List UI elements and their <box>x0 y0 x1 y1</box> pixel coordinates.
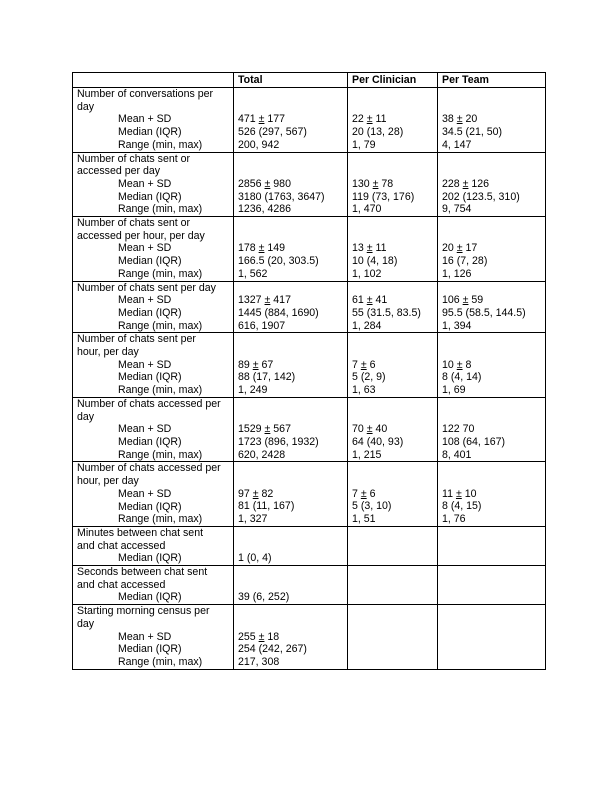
statistic-label: Mean + SD <box>118 242 172 255</box>
value-text: 20 ± 17 <box>442 242 478 255</box>
value-cell-per-team <box>438 566 546 605</box>
metric-label-cell <box>73 152 234 217</box>
value-text: 1, 394 <box>442 319 472 332</box>
value-cell-per-clinician <box>348 281 438 333</box>
statistic-label: Median (IQR) <box>118 552 182 565</box>
metric-title: and chat accessed <box>77 578 166 591</box>
value-text: 81 (11, 167) <box>238 500 295 513</box>
value-cell-per-clinician <box>348 152 438 217</box>
metric-title: Seconds between chat sent <box>77 566 208 579</box>
value-cell-per-team <box>438 526 546 565</box>
value-text: 16 (7, 28) <box>442 255 488 268</box>
value-text: 13 ± 11 <box>352 242 387 255</box>
statistic-label: Range (min, max) <box>118 448 203 461</box>
value-text: 34.5 (21, 50) <box>442 126 503 139</box>
value-text: 200, 942 <box>238 138 280 151</box>
header-cell-total: Total <box>234 73 348 88</box>
value-text: 1, 63 <box>352 384 376 397</box>
header-cell-per-clinician: Per Clinician <box>348 73 438 88</box>
metric-title: Number of chats sent or <box>77 152 191 165</box>
value-cell-total <box>234 88 348 153</box>
value-text: 178 ± 149 <box>238 242 286 255</box>
metric-title: day <box>77 100 95 113</box>
value-text: 1, 284 <box>352 319 382 332</box>
value-cell-total <box>234 152 348 217</box>
statistic-label: Mean + SD <box>118 294 172 307</box>
statistic-label: Mean + SD <box>118 487 172 500</box>
metric-title: Number of chats accessed per <box>77 462 221 475</box>
value-text: 616, 1907 <box>238 319 286 332</box>
value-text: 61 ± 41 <box>352 294 388 307</box>
statistic-label: Range (min, max) <box>118 513 203 526</box>
value-cell-total <box>234 566 348 605</box>
statistic-label: Median (IQR) <box>118 643 182 656</box>
metric-title: day <box>77 410 95 423</box>
statistic-label: Range (min, max) <box>118 319 203 332</box>
value-text: 471 ± 177 <box>238 113 286 126</box>
table-row <box>73 566 546 605</box>
value-text: 1, 470 <box>352 203 382 216</box>
value-text: 620, 2428 <box>238 448 286 461</box>
value-text: 55 (31.5, 83.5) <box>352 306 421 319</box>
metric-title: Number of chats sent or <box>77 217 191 230</box>
statistic-label: Median (IQR) <box>118 306 182 319</box>
value-text: 8, 401 <box>442 448 472 461</box>
value-text: 70 ± 40 <box>352 423 388 436</box>
value-text: 20 (13, 28) <box>352 126 404 139</box>
metric-title: Starting morning census per <box>77 605 210 618</box>
value-text: 1, 562 <box>238 267 268 280</box>
metric-label-cell <box>73 88 234 153</box>
value-text: 7 ± 6 <box>352 487 376 500</box>
value-cell-total <box>234 397 348 462</box>
value-text: 1, 102 <box>352 267 382 280</box>
metric-title: Number of chats sent per day <box>77 281 216 294</box>
statistic-label: Range (min, max) <box>118 655 203 668</box>
metric-title: Number of chats accessed per <box>77 397 221 410</box>
value-text: 202 (123.5, 310) <box>442 190 520 203</box>
value-text: 39 (6, 252) <box>238 591 290 604</box>
metric-title: Number of conversations per <box>77 88 214 100</box>
value-text: 1 (0, 4) <box>238 552 272 565</box>
statistic-label: Mean + SD <box>118 113 172 126</box>
value-text: 1, 69 <box>442 384 466 397</box>
value-text: 1, 79 <box>352 138 376 151</box>
value-text: 88 (17, 142) <box>238 371 296 384</box>
value-text: 95.5 (58.5, 144.5) <box>442 306 526 319</box>
metric-label-cell <box>73 462 234 527</box>
value-cell-total <box>234 217 348 282</box>
statistic-label: Range (min, max) <box>118 203 203 216</box>
value-text: 22 ± 11 <box>352 113 387 126</box>
value-text: 1, 76 <box>442 513 466 526</box>
value-cell-per-clinician <box>348 397 438 462</box>
value-text: 7 ± 6 <box>352 358 376 371</box>
value-cell-total <box>234 281 348 333</box>
value-text: 1529 ± 567 <box>238 423 291 436</box>
value-cell-per-team <box>438 281 546 333</box>
value-text: 9, 754 <box>442 203 472 216</box>
metric-label-cell <box>73 605 234 670</box>
metric-label-cell <box>73 333 234 398</box>
value-text: 166.5 (20, 303.5) <box>238 255 319 268</box>
value-cell-per-clinician <box>348 566 438 605</box>
value-text: 122 70 <box>442 423 475 436</box>
value-cell-per-clinician <box>348 462 438 527</box>
value-text: 254 (242, 267) <box>238 643 307 656</box>
value-text: 11 ± 10 <box>442 487 477 500</box>
value-cell-per-team <box>438 88 546 153</box>
table-row <box>73 526 546 565</box>
metric-label-cell <box>73 566 234 605</box>
value-text: 1, 215 <box>352 448 382 461</box>
value-text: 38 ± 20 <box>442 113 478 126</box>
value-text: 1, 249 <box>238 384 268 397</box>
statistic-label: Mean + SD <box>118 423 172 436</box>
header-cell-per-team: Per Team <box>438 73 546 88</box>
value-text: 64 (40, 93) <box>352 435 404 448</box>
metric-title: and chat accessed <box>77 539 166 552</box>
statistic-label: Median (IQR) <box>118 500 182 513</box>
value-cell-per-clinician <box>348 605 438 670</box>
value-cell-per-clinician <box>348 333 438 398</box>
value-cell-total <box>234 333 348 398</box>
value-cell-per-clinician <box>348 526 438 565</box>
table-row <box>73 397 546 462</box>
statistic-label: Range (min, max) <box>118 384 203 397</box>
statistics-table <box>72 72 546 670</box>
value-text: 130 ± 78 <box>352 177 394 190</box>
value-cell-total <box>234 462 348 527</box>
value-text: 5 (2, 9) <box>352 371 386 384</box>
value-text: 89 ± 67 <box>238 358 274 371</box>
table-header-row <box>73 73 546 88</box>
metric-label-cell <box>73 397 234 462</box>
table-row <box>73 462 546 527</box>
value-text: 1723 (896, 1932) <box>238 435 319 448</box>
statistic-label: Range (min, max) <box>118 138 203 151</box>
statistic-label: Median (IQR) <box>118 255 182 268</box>
statistic-label: Range (min, max) <box>118 267 203 280</box>
value-text: 8 (4, 14) <box>442 371 482 384</box>
header-cell-metric <box>73 73 234 88</box>
value-cell-per-team <box>438 333 546 398</box>
value-text: 228 ± 126 <box>442 177 490 190</box>
value-text: 1, 126 <box>442 267 472 280</box>
statistic-label: Median (IQR) <box>118 190 182 203</box>
value-text: 97 ± 82 <box>238 487 274 500</box>
metric-title: hour, per day <box>77 346 139 359</box>
value-text: 1, 51 <box>352 513 376 526</box>
table-row <box>73 281 546 333</box>
metric-title: day <box>77 617 95 630</box>
value-cell-per-team <box>438 605 546 670</box>
statistic-label: Median (IQR) <box>118 371 182 384</box>
value-text: 255 ± 18 <box>238 630 280 643</box>
value-cell-per-team <box>438 462 546 527</box>
table-row <box>73 217 546 282</box>
value-cell-total <box>234 526 348 565</box>
value-text: 106 ± 59 <box>442 294 484 307</box>
value-text: 526 (297, 567) <box>238 126 307 139</box>
value-text: 10 (4, 18) <box>352 255 398 268</box>
value-cell-total <box>234 605 348 670</box>
value-text: 8 (4, 15) <box>442 500 482 513</box>
table-row <box>73 88 546 153</box>
metric-title: accessed per day <box>77 165 161 178</box>
value-text: 10 ± 8 <box>442 358 472 371</box>
metric-label-cell <box>73 217 234 282</box>
statistic-label: Mean + SD <box>118 630 172 643</box>
value-text: 4, 147 <box>442 138 472 151</box>
value-cell-per-team <box>438 217 546 282</box>
value-text: 5 (3, 10) <box>352 500 392 513</box>
value-cell-per-team <box>438 152 546 217</box>
metric-title: accessed per hour, per day <box>77 229 205 242</box>
value-cell-per-clinician <box>348 88 438 153</box>
table-row <box>73 333 546 398</box>
value-cell-per-clinician <box>348 217 438 282</box>
value-text: 217, 308 <box>238 655 280 668</box>
value-text: 1327 ± 417 <box>238 294 291 307</box>
statistic-label: Mean + SD <box>118 177 172 190</box>
metric-title: Number of chats sent per <box>77 333 196 346</box>
statistic-label: Median (IQR) <box>118 126 182 139</box>
value-cell-per-team <box>438 397 546 462</box>
value-text: 1445 (884, 1690) <box>238 306 319 319</box>
metric-label-cell <box>73 526 234 565</box>
metric-title: hour, per day <box>77 475 139 488</box>
statistic-label: Mean + SD <box>118 358 172 371</box>
value-text: 2856 ± 980 <box>238 177 291 190</box>
table-row <box>73 605 546 670</box>
value-text: 119 (73, 176) <box>352 190 415 203</box>
table-row <box>73 152 546 217</box>
value-text: 1, 327 <box>238 513 268 526</box>
value-text: 108 (64, 167) <box>442 435 506 448</box>
value-text: 3180 (1763, 3647) <box>238 190 325 203</box>
statistic-label: Median (IQR) <box>118 591 182 604</box>
metric-label-cell <box>73 281 234 333</box>
value-text: 1236, 4286 <box>238 203 292 216</box>
statistic-label: Median (IQR) <box>118 435 182 448</box>
metric-title: Minutes between chat sent <box>77 526 204 539</box>
